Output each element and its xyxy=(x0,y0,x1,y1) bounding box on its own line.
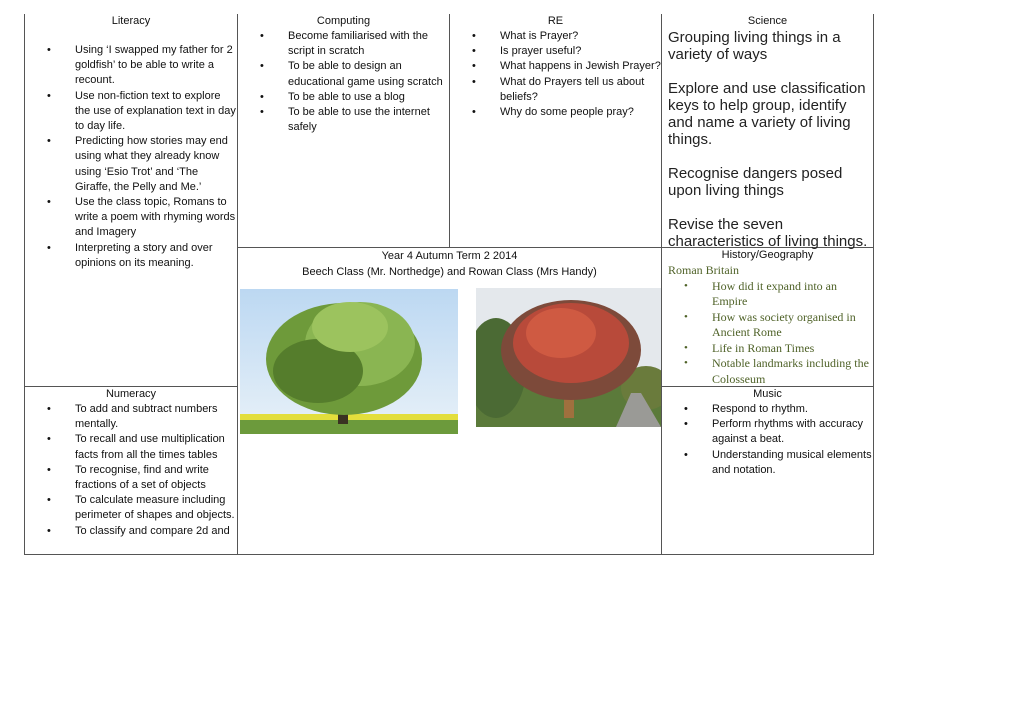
science-paragraph: Recognise dangers posed upon living things xyxy=(668,165,843,199)
computing-list xyxy=(238,29,449,135)
list-item: • Understanding musical elements and notation. xyxy=(662,448,873,478)
list-item: • What happens in Jewish Prayer? xyxy=(450,59,661,74)
list-item: • To be able to use a blog xyxy=(238,90,449,105)
list-item: • Use the class topic, Romans to write a poem with rhyming words and Imagery xyxy=(25,195,237,241)
science-title: Science xyxy=(747,15,788,27)
science-paragraph: Grouping living things in a variety of ways xyxy=(668,29,841,63)
list-item: • Predicting how stories may end using what they already know using ‘Esio Trot’ and ‘The Giraffe, the Pelly and Me.’ xyxy=(25,134,237,195)
list-item: • Why do some people pray? xyxy=(450,105,661,120)
re-title: RE xyxy=(547,15,564,27)
list-item: • To recognise, find and write fractions of a set of objects xyxy=(25,463,237,493)
science-paragraph: Explore and use classification keys to help group, identify and name a variety of living things. xyxy=(668,80,866,148)
list-item: • How was society organised in Ancient Rome xyxy=(662,310,873,341)
list-item: • To add and subtract numbers mentally. xyxy=(25,402,237,432)
computing-cell xyxy=(238,14,449,247)
music-list xyxy=(662,402,873,478)
re-cell xyxy=(450,14,661,247)
table-border-right xyxy=(873,14,874,555)
term-title: Year 4 Autumn Term 2 2014 xyxy=(381,250,518,262)
list-item: • To be able to design an educational game using scratch xyxy=(238,59,449,89)
list-item: • To recall and use multiplication facts from all the times tables xyxy=(25,432,237,462)
beech-tree-icon xyxy=(240,289,458,434)
science-paragraph: Revise the seven characteristics of living things. xyxy=(668,216,868,250)
list-item: • What do Prayers tell us about beliefs? xyxy=(450,75,661,105)
numeracy-list xyxy=(25,402,237,539)
history-topic: Roman Britain xyxy=(668,263,739,277)
list-item: • Become familiarised with the script in scratch xyxy=(238,29,449,59)
music-cell xyxy=(662,387,873,554)
list-item: • To be able to use the internet safely xyxy=(238,105,449,135)
beech-tree-image xyxy=(240,289,458,434)
rowan-tree-image xyxy=(476,288,661,427)
rowan-tree-icon xyxy=(476,288,661,427)
class-names: Beech Class (Mr. Northedge) and Rowan Class (Mrs Handy) xyxy=(302,266,597,278)
list-item: • Respond to rhythm. xyxy=(662,402,873,417)
science-cell xyxy=(662,14,873,250)
numeracy-title: Numeracy xyxy=(105,388,157,400)
list-item: • Is prayer useful? xyxy=(450,44,661,59)
list-item: • To calculate measure including perimeter of shapes and objects. xyxy=(25,493,237,523)
music-title: Music xyxy=(753,388,782,400)
list-item: • Life in Roman Times xyxy=(662,341,873,357)
numeracy-cell xyxy=(25,387,237,554)
list-item: • To classify and compare 2d and xyxy=(25,524,237,539)
literacy-cell xyxy=(25,14,237,386)
history-cell xyxy=(662,248,873,386)
table-border-bottom xyxy=(24,554,874,555)
list-item: • Perform rhythms with accuracy against a beat. xyxy=(662,417,873,447)
history-title: History/Geography xyxy=(721,249,814,261)
list-item: • How did it expand into an Empire xyxy=(662,279,873,310)
literacy-list xyxy=(25,43,237,271)
list-item: • Use non-fiction text to explore the use of explanation text in day to day life. xyxy=(25,89,237,135)
re-list xyxy=(450,29,661,120)
literacy-title: Literacy xyxy=(111,15,151,27)
list-item: • Using ‘I swapped my father for 2 goldfish’ to be able to write a recount. xyxy=(25,43,237,89)
list-item: • Notable landmarks including the Colosseum xyxy=(662,356,873,387)
list-item: • Interpreting a story and over opinions on its meaning. xyxy=(25,241,237,271)
computing-title: Computing xyxy=(316,15,371,27)
history-list xyxy=(662,279,873,388)
list-item: • What is Prayer? xyxy=(450,29,661,44)
